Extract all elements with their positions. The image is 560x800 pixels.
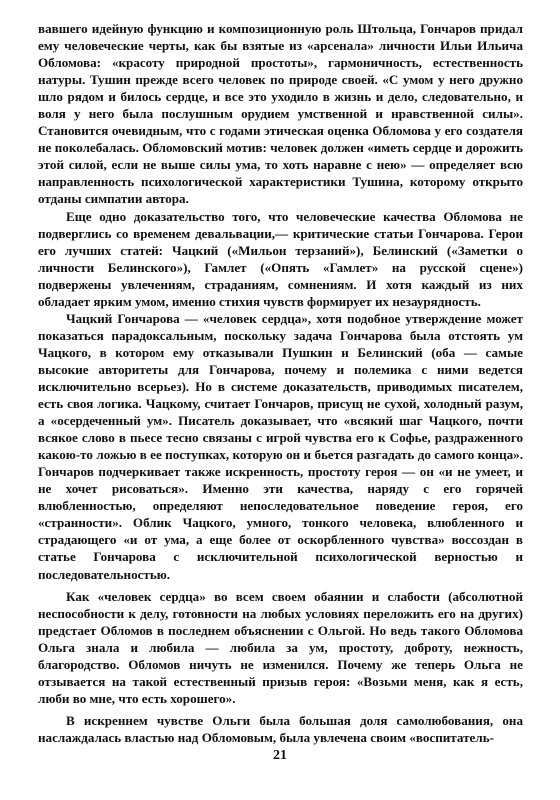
paragraph-4: Как «человек сердца» во всем своем обаянии и слабости (абсолютной неспособности к делу, готовности на любых условиях переложить его на других) предстает Обломов в последнем объяснении с Ольгой. Но ведь такого Обломова Ольга знала и любила — любила за ум, простоту, доброту, нежность, благородство. Обломов ничуть не изменился. Почему же теперь Ольга не отзывается на такой естественный призыв героя: «Возьми меня, как я есть, люби во мне, что есть хорошего». xyxy=(38,588,523,706)
paragraph-3: Чацкий Гончарова — «человек сердца», хотя подобное утверждение может показаться парадоксальным, поскольку задача Гончарова была отстоять ум Чацкого, в котором ему отказывали Пушкин и Белинский (оба — самые высокие авторитеты для Гончарова, почему и полемика с ними ведется исключительно всерьез). Но в системе доказательств, приводимых писателем, есть своя логика. Чацкому, считает Гончаров, присущ не сухой, холодный разум, а «осердеченный ум». Писатель доказывает, что «всякий шаг Чацкого, почти всякое слово в пьесе тесно связаны с игрой чувства его к Софье, раздраженного какою-то ложью в ее поступках, которую он и бьется разгадать до самого конца». Гончаров подчеркивает также искренность, простоту героя — он «и не умеет, и не хочет рисоваться». Именно эти качества, наряду с его горячей влюбленностью, определяют непоследовательное поведение героя, его «странности». Облик Чацкого, умного, тонкого человека, влюбленного и страдающего «и от ума, а еще более от оскорбленного чувства» воссоздан в статье Гончарова с исключительной психологической верностью и последовательностью. xyxy=(38,310,523,582)
page-number: 21 xyxy=(273,748,287,763)
paragraph-2: Еще одно доказательство того, что человеческие качества Обломова не подверглись со временем девальвации,— критические статьи Гончарова. Герои его лучших статей: Чацкий («Мильон терзаний»), Белинский («Заметки о личности Белинского»), Гамлет («Опять «Гамлет» на русской сцене») подвержены увлечениям, страданиям, сомнениям. И хотя каждый из них обладает ярким умом, именно стихия чувств формирует их незаурядность. xyxy=(38,208,523,309)
paragraph-5: В искреннем чувстве Ольги была большая доля самолюбования, она наслаждалась властью над Обломовым, была увлечена своим «воспитатель- xyxy=(38,712,523,745)
document-page xyxy=(38,20,523,746)
paragraph-1: вавшего идейную функцию и композиционную роль Штольца, Гончаров придал ему человеческие черты, как бы взятые из «арсенала» личности Ильи Ильича Обломова: «красоту природной простоты», гармоничность, естественность натуры. Тушин прежде всего человек по природе своей. «С умом у него дружно шло рядом и билось сердце, и все это уходило в жизнь и дело, следовательно, и воля у него была послушным орудием умственной и нравственной силы». Становится очевидным, что с годами этическая оценка Обломова у его создателя не поколебалась. Обломовский мотив: человек должен «иметь сердце и дорожить этой силой, если не выше силы ума, то хоть наравне с нею» — определяет всю направленность психологической характеристики Тушина, которому открыто отданы симпатии автора. xyxy=(38,21,523,207)
